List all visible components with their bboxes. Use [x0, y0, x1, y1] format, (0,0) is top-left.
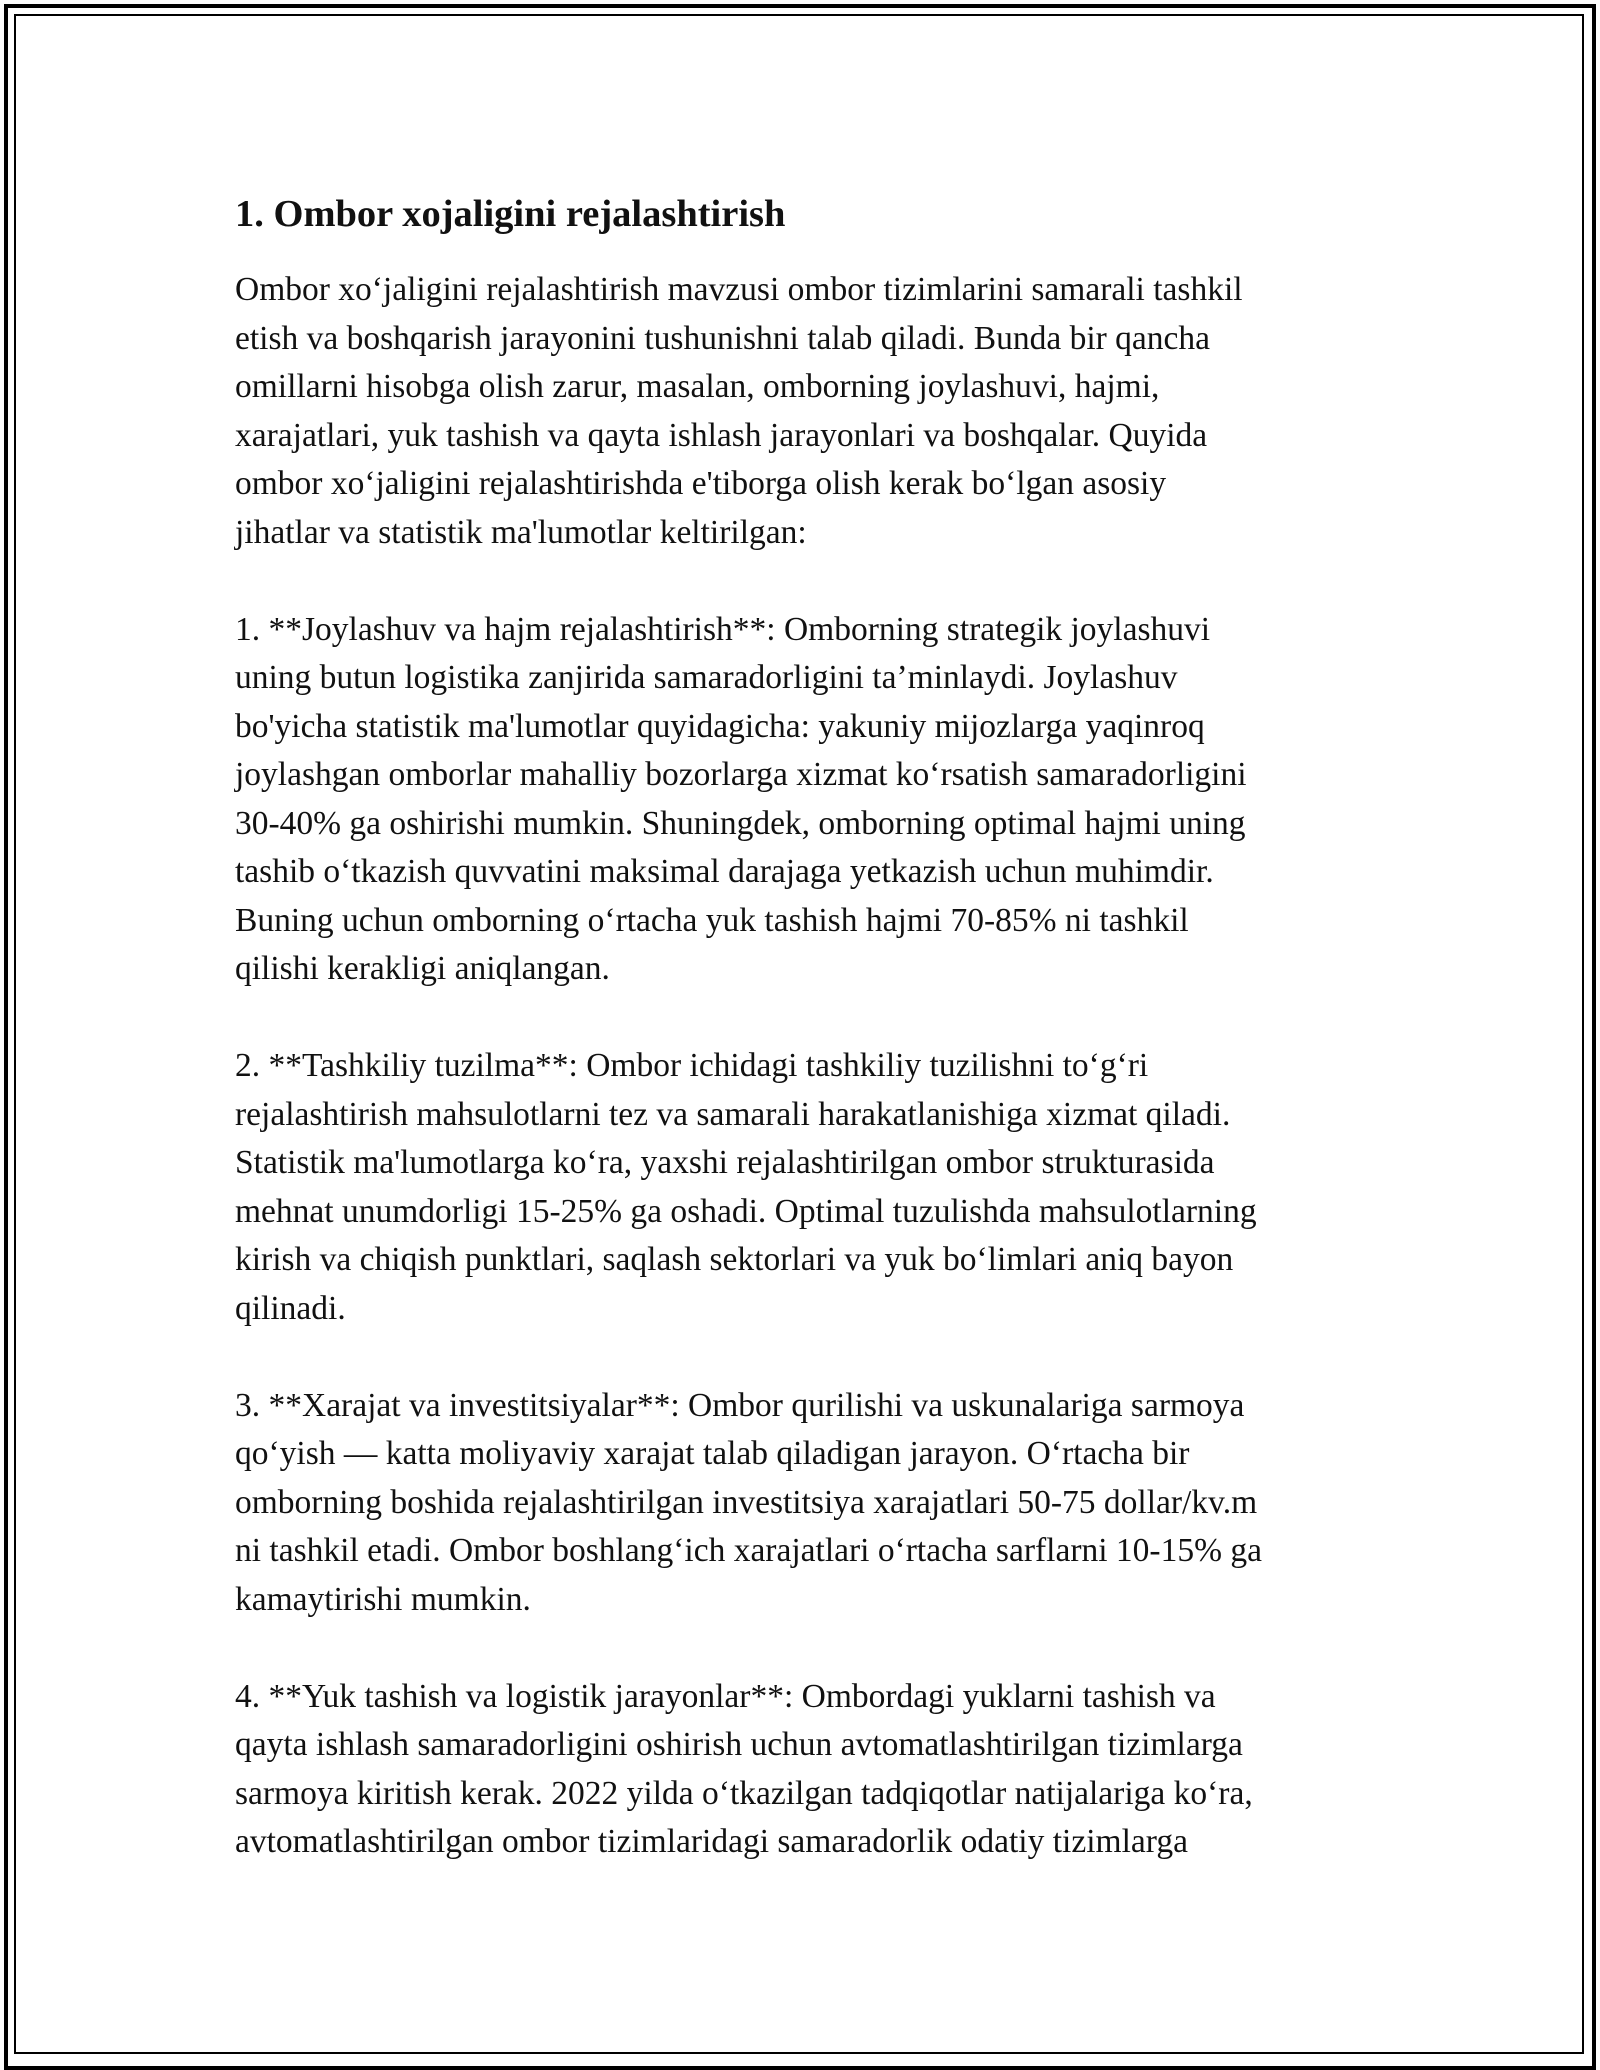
text-line: 1. **Joylashuv va hajm rejalashtirish**: Omborning strategik joylashuvi [235, 610, 1211, 648]
text-line: rejalashtirish mahsulotlarni tez va samarali harakatlanishiga xizmat qiladi. [235, 1095, 1231, 1133]
text-line: Buning uchun omborning o‘rtacha yuk tashish hajmi 70-85% ni tashkil [235, 901, 1189, 939]
document-content [235, 188, 1385, 1867]
paragraph-costs-investments [235, 1382, 1385, 1625]
text-line: qo‘yish — katta moliyaviy xarajat talab qiladigan jarayon. O‘rtacha bir [235, 1435, 1190, 1472]
text-line: ni tashkil etadi. Ombor boshlang‘ich xarajatlari o‘rtacha sarflarni 10-15% ga [235, 1532, 1262, 1569]
paragraph-logistics-processes [235, 1673, 1385, 1867]
text-line: jihatlar va statistik ma'lumotlar keltirilgan: [235, 513, 807, 551]
text-line: etish va boshqarish jarayonini tushunishni talab qiladi. Bunda bir qancha [235, 319, 1211, 357]
text-line: bo'yicha statistik ma'lumotlar quyidagicha: yakuniy mijozlarga yaqinroq [235, 707, 1205, 745]
document-body [235, 266, 1385, 1867]
text-line: kamaytirishi mumkin. [235, 1580, 531, 1618]
text-line: Ombor xo‘jaligini rejalashtirish mavzusi ombor tizimlarini samarali tashkil [235, 271, 1243, 308]
document-heading: 1. Ombor xojaligini rejalashtirish [235, 193, 786, 235]
text-line: avtomatlashtirilgan ombor tizimlaridagi samaradorlik odatiy tizimlarga [235, 1823, 1188, 1860]
intro-paragraph [235, 266, 1385, 557]
text-line: qayta ishlash samaradorligini oshirish uchun avtomatlashtirilgan tizimlarga [235, 1726, 1243, 1763]
text-line: 2. **Tashkiliy tuzilma**: Ombor ichidagi tashkiliy tuzilishni to‘g‘ri [235, 1047, 1149, 1084]
text-line: Statistik ma'lumotlarga ko‘ra, yaxshi rejalashtirilgan ombor strukturasida [235, 1144, 1215, 1181]
text-line: mehnat unumdorligi 15-25% ga oshadi. Optimal tuzulishda mahsulotlarning [235, 1192, 1257, 1230]
text-line: ombor xo‘jaligini rejalashtirishda e'tiborga olish kerak bo‘lgan asosiy [235, 465, 1167, 502]
paragraph-organizational-structure [235, 1042, 1385, 1333]
text-line: uning butun logistika zanjirida samaradorligini ta’minlaydi. Joylashuv [235, 659, 1178, 696]
text-line: omborning boshida rejalashtirilgan investitsiya xarajatlari 50-75 dollar/kv.m [235, 1483, 1258, 1521]
text-line: omillarni hisobga olish zarur, masalan, omborning joylashuvi, hajmi, [235, 368, 1160, 405]
text-line: 4. **Yuk tashish va logistik jarayonlar**: Ombordagi yuklarni tashish va [235, 1677, 1216, 1715]
text-line: 30-40% ga oshirishi mumkin. Shuningdek, omborning optimal hajmi uning [235, 804, 1246, 842]
text-line: qilinadi. [235, 1289, 346, 1327]
text-line: kirish va chiqish punktlari, saqlash sektorlari va yuk bo‘limlari aniq bayon [235, 1241, 1234, 1278]
text-line: xarajatlari, yuk tashish va qayta ishlash jarayonlari va boshqalar. Quyida [235, 416, 1208, 454]
text-line: tashib o‘tkazish quvvatini maksimal darajaga yetkazish uchun muhimdir. [235, 853, 1214, 890]
text-line: joylashgan omborlar mahalliy bozorlarga xizmat ko‘rsatish samaradorligini [235, 756, 1247, 793]
text-line: qilishi kerakligi aniqlangan. [235, 950, 610, 987]
text-line: sarmoya kiritish kerak. 2022 yilda o‘tkazilgan tadqiqotlar natijalariga ko‘ra, [235, 1774, 1253, 1812]
paragraph-location-volume [235, 606, 1385, 994]
text-line: 3. **Xarajat va investitsiyalar**: Ombor qurilishi va uskunalariga sarmoya [235, 1386, 1245, 1424]
